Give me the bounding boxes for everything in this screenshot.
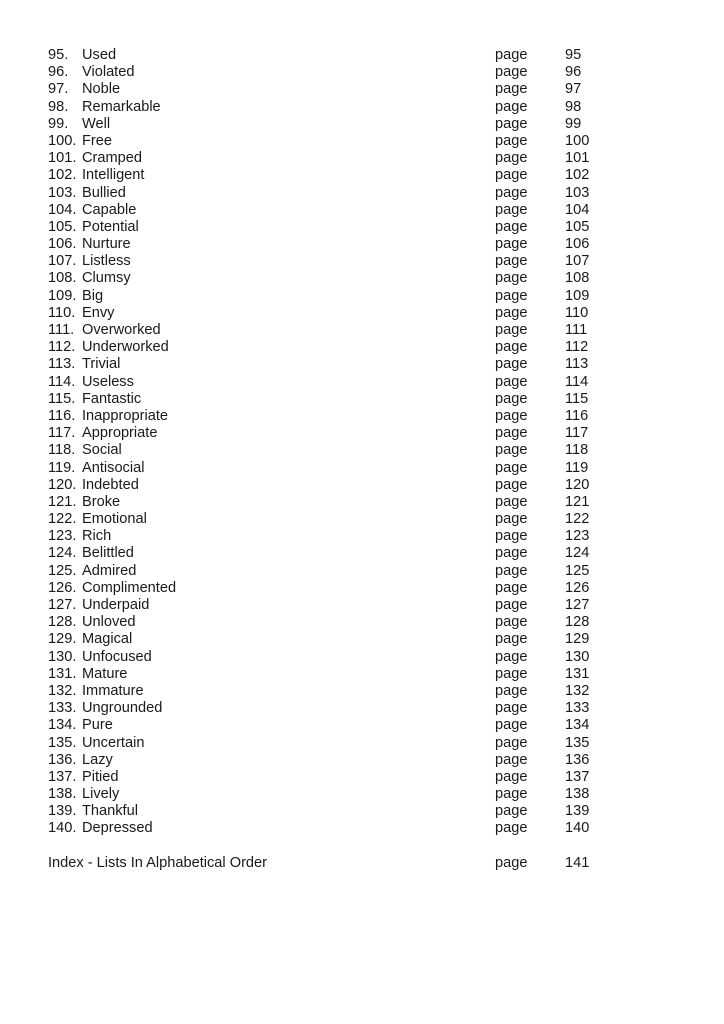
entry-title: Listless: [82, 253, 131, 270]
toc-entry[interactable]: [48, 425, 608, 442]
entry-page-number: 109: [565, 287, 590, 304]
toc-entry[interactable]: [48, 820, 608, 837]
entry-page-number: 106: [565, 236, 590, 253]
entry-page-label: page: [495, 236, 528, 253]
entry-page-number: 130: [565, 648, 590, 665]
toc-entry[interactable]: [48, 253, 608, 270]
toc-entry[interactable]: [48, 597, 608, 614]
toc-entry[interactable]: [48, 528, 608, 545]
entry-number: 102.: [48, 167, 77, 184]
toc-entry[interactable]: [48, 700, 608, 717]
entry-title: Well: [82, 115, 111, 132]
entry-page-number: 99: [565, 115, 582, 132]
entry-title: Complimented: [82, 579, 177, 596]
entry-page-label: page: [495, 132, 528, 149]
entry-title: Lively: [82, 786, 120, 803]
entry-page-number: 129: [565, 631, 590, 648]
entry-number: 111.: [48, 322, 75, 338]
entry-page-label: page: [495, 167, 528, 184]
toc-entry[interactable]: [48, 511, 608, 528]
index-page-number: 141: [565, 854, 590, 871]
toc-entry[interactable]: [48, 545, 608, 562]
entry-number: 109.: [48, 287, 77, 304]
entry-page-label: page: [495, 442, 528, 459]
entry-title: Remarkable: [82, 98, 161, 115]
toc-entry[interactable]: [48, 803, 608, 820]
entry-page-number: 137: [565, 768, 590, 785]
entry-page-label: page: [495, 322, 528, 338]
toc-entry[interactable]: [48, 185, 608, 202]
toc-entry[interactable]: [48, 614, 608, 631]
toc-entry[interactable]: [48, 563, 608, 580]
entry-title: Violated: [82, 64, 135, 81]
entry-page-label: page: [495, 682, 528, 699]
entry-title: Nurture: [82, 236, 131, 253]
entry-page-label: page: [495, 631, 528, 648]
entry-page-label: page: [495, 493, 528, 510]
entry-page-number: 108: [565, 270, 590, 287]
entry-page-label: page: [495, 81, 528, 98]
entry-number: 117.: [48, 425, 76, 442]
entry-number: 128.: [48, 614, 77, 631]
entry-page-label: page: [495, 511, 528, 528]
entry-number: 105.: [48, 218, 77, 235]
toc-entry[interactable]: [48, 752, 608, 769]
entry-title: Broke: [82, 493, 121, 510]
entry-page-label: page: [495, 700, 528, 717]
toc-entry[interactable]: [48, 717, 608, 734]
entry-page-label: page: [495, 803, 528, 820]
entry-page-number: 138: [565, 786, 590, 803]
entry-page-number: 98: [565, 98, 582, 115]
toc-entry[interactable]: [48, 305, 608, 322]
entry-page-label: page: [495, 47, 528, 63]
entry-page-label: page: [495, 734, 528, 751]
entry-page-label: page: [495, 253, 528, 270]
entry-number: 136.: [48, 751, 77, 768]
toc-entry[interactable]: [48, 408, 608, 425]
entry-page-number: 116: [565, 407, 589, 424]
entry-page-number: 133: [565, 700, 590, 717]
entry-number: 116.: [48, 407, 76, 424]
entry-page-label: page: [495, 768, 528, 785]
entry-page-number: 118: [565, 442, 589, 459]
toc-entry[interactable]: [48, 374, 608, 391]
entry-number: 100.: [48, 132, 77, 149]
entry-number: 103.: [48, 184, 77, 201]
entry-page-number: 114: [565, 373, 589, 390]
entry-page-number: 140: [565, 820, 590, 837]
entry-page-number: 128: [565, 614, 590, 631]
entry-page-number: 103: [565, 184, 590, 201]
entry-page-label: page: [495, 407, 528, 424]
entry-number: 137.: [48, 768, 77, 785]
entry-page-label: page: [495, 751, 528, 768]
entry-number: 134.: [48, 717, 77, 734]
entry-title: Uncertain: [82, 734, 145, 751]
entry-page-number: 112: [565, 339, 589, 356]
entry-page-number: 107: [565, 253, 590, 270]
entry-number: 124.: [48, 545, 77, 562]
entry-page-label: page: [495, 665, 528, 682]
entry-page-number: 127: [565, 597, 590, 613]
entry-number: 106.: [48, 236, 77, 253]
toc-entry[interactable]: [48, 786, 608, 803]
entry-title: Rich: [82, 528, 112, 545]
entry-page-number: 95: [565, 47, 582, 63]
toc-entry[interactable]: [48, 167, 608, 184]
entry-page-label: page: [495, 648, 528, 665]
entry-page-number: 104: [565, 201, 590, 218]
toc-entry[interactable]: [48, 735, 608, 752]
table-of-contents: [48, 47, 608, 872]
toc-entry[interactable]: [48, 81, 608, 98]
entry-page-label: page: [495, 64, 528, 81]
entry-page-number: 132: [565, 682, 590, 699]
entry-number: 140.: [48, 820, 77, 837]
entry-page-number: 139: [565, 803, 590, 820]
toc-entry[interactable]: [48, 288, 608, 305]
entry-title: Free: [82, 132, 113, 149]
entry-number: 118.: [48, 442, 76, 459]
toc-entry[interactable]: [48, 460, 608, 477]
entry-page-number: 113: [565, 356, 589, 373]
toc-entry[interactable]: [48, 47, 608, 64]
entry-title: Admired: [82, 562, 137, 579]
entry-number: 115.: [48, 390, 76, 407]
entry-title: Useless: [82, 373, 134, 390]
toc-entry[interactable]: [48, 219, 608, 236]
entry-number: 119.: [48, 459, 76, 476]
entry-title: Antisocial: [82, 459, 145, 476]
entry-number: 120.: [48, 476, 77, 493]
entry-page-label: page: [495, 184, 528, 201]
entry-title: Big: [82, 287, 104, 304]
entry-title: Unloved: [82, 614, 136, 631]
entry-number: 139.: [48, 803, 77, 820]
entry-page-number: 123: [565, 528, 590, 545]
entry-page-number: 105: [565, 218, 590, 235]
entry-title: Unfocused: [82, 648, 152, 665]
entry-page-number: 124: [565, 545, 590, 562]
entry-number: 101.: [48, 150, 77, 167]
entry-number: 121.: [48, 493, 77, 510]
entry-page-label: page: [495, 597, 528, 613]
toc-entry[interactable]: [48, 99, 608, 116]
entry-title: Pure: [82, 717, 113, 734]
entry-title: Underpaid: [82, 597, 150, 613]
entry-title: Depressed: [82, 820, 153, 837]
entry-page-number: 102: [565, 167, 590, 184]
entry-page-number: 96: [565, 64, 582, 81]
entry-number: 123.: [48, 528, 77, 545]
entry-number: 107.: [48, 253, 77, 270]
entry-page-number: 110: [565, 304, 589, 321]
entry-page-label: page: [495, 150, 528, 167]
entry-title: Trivial: [82, 356, 121, 373]
entry-title: Noble: [82, 81, 121, 98]
entry-number: 126.: [48, 579, 77, 596]
entry-number: 135.: [48, 734, 77, 751]
entry-page-number: 134: [565, 717, 590, 734]
entry-page-label: page: [495, 820, 528, 837]
entry-number: 112.: [48, 339, 76, 356]
toc-entry[interactable]: [48, 683, 608, 700]
toc-entry[interactable]: [48, 202, 608, 219]
entry-title: Mature: [82, 665, 128, 682]
entry-number: 133.: [48, 700, 77, 717]
entry-title: Fantastic: [82, 390, 142, 407]
entry-page-number: 121: [565, 493, 590, 510]
entry-number: 104.: [48, 201, 77, 218]
entry-page-label: page: [495, 373, 528, 390]
entry-page-label: page: [495, 339, 528, 356]
toc-entry[interactable]: [48, 64, 608, 81]
entry-title: Potential: [82, 218, 139, 235]
entry-title: Inappropriate: [82, 407, 169, 424]
entry-page-number: 122: [565, 511, 590, 528]
entry-page-number: 120: [565, 476, 590, 493]
entry-title: Belittled: [82, 545, 134, 562]
entry-page-label: page: [495, 476, 528, 493]
entry-title: Emotional: [82, 511, 147, 528]
entry-number: 127.: [48, 597, 77, 613]
entry-page-label: page: [495, 717, 528, 734]
entry-title: Capable: [82, 201, 137, 218]
entry-number: 125.: [48, 562, 77, 579]
toc-entry[interactable]: [48, 133, 608, 150]
toc-entry[interactable]: [48, 769, 608, 786]
entry-title: Pitied: [82, 768, 119, 785]
toc-entry[interactable]: [48, 116, 608, 133]
entry-title: Bullied: [82, 184, 126, 201]
entry-page-label: page: [495, 356, 528, 373]
entry-title: Underworked: [82, 339, 169, 356]
entry-page-number: 136: [565, 751, 590, 768]
toc-entry[interactable]: [48, 322, 608, 339]
index-page-label: page: [495, 854, 528, 871]
entry-page-label: page: [495, 545, 528, 562]
toc-entry[interactable]: [48, 494, 608, 511]
toc-entry[interactable]: [48, 649, 608, 666]
toc-entry[interactable]: [48, 150, 608, 167]
entry-number: 99.: [48, 115, 69, 132]
entry-page-label: page: [495, 614, 528, 631]
entry-page-label: page: [495, 287, 528, 304]
entry-title: Ungrounded: [82, 700, 163, 717]
entry-page-label: page: [495, 459, 528, 476]
entry-page-label: page: [495, 528, 528, 545]
entry-page-label: page: [495, 390, 528, 407]
entry-number: 110.: [48, 304, 76, 321]
entry-page-label: page: [495, 304, 528, 321]
entry-number: 95.: [48, 47, 69, 63]
toc-entry[interactable]: [48, 391, 608, 408]
entry-page-number: 125: [565, 562, 590, 579]
entry-number: 138.: [48, 786, 77, 803]
entry-title: Clumsy: [82, 270, 131, 287]
entry-number: 130.: [48, 648, 77, 665]
entry-page-label: page: [495, 425, 528, 442]
entry-page-number: 119: [565, 459, 589, 476]
entry-page-number: 135: [565, 734, 590, 751]
toc-entry[interactable]: [48, 236, 608, 253]
entry-page-number: 117: [565, 425, 589, 442]
toc-index-row[interactable]: [48, 855, 608, 872]
toc-entry[interactable]: [48, 666, 608, 683]
entry-number: 98.: [48, 98, 69, 115]
toc-entry[interactable]: [48, 477, 608, 494]
entry-number: 132.: [48, 682, 77, 699]
entry-page-number: 101: [565, 150, 590, 167]
entry-page-label: page: [495, 98, 528, 115]
entry-title: Cramped: [82, 150, 143, 167]
entry-title: Immature: [82, 682, 144, 699]
entry-number: 129.: [48, 631, 77, 648]
entry-number: 108.: [48, 270, 77, 287]
entry-page-number: 126: [565, 579, 590, 596]
entry-page-label: page: [495, 562, 528, 579]
entry-page-label: page: [495, 579, 528, 596]
entry-number: 131.: [48, 665, 77, 682]
entry-title: Intelligent: [82, 167, 145, 184]
entry-number: 122.: [48, 511, 77, 528]
entry-number: 114.: [48, 373, 76, 390]
entry-page-number: 97: [565, 81, 582, 98]
entry-title: Social: [82, 442, 122, 459]
toc-entries: [48, 47, 608, 838]
entry-title: Magical: [82, 631, 133, 648]
entry-page-label: page: [495, 786, 528, 803]
entry-number: 113.: [48, 356, 76, 373]
entry-page-label: page: [495, 270, 528, 287]
entry-title: Used: [82, 47, 117, 63]
entry-page-label: page: [495, 218, 528, 235]
entry-title: Appropriate: [82, 425, 158, 442]
toc-entry[interactable]: [48, 580, 608, 597]
toc-entry[interactable]: [48, 442, 608, 459]
toc-entry[interactable]: [48, 631, 608, 648]
entry-title: Indebted: [82, 476, 139, 493]
entry-title: Overworked: [82, 322, 161, 338]
entry-number: 97.: [48, 81, 69, 98]
toc-entry[interactable]: [48, 356, 608, 373]
entry-page-label: page: [495, 201, 528, 218]
entry-page-number: 100: [565, 132, 590, 149]
entry-page-number: 111: [565, 322, 588, 338]
entry-page-label: page: [495, 115, 528, 132]
entry-number: 96.: [48, 64, 69, 81]
toc-entry[interactable]: [48, 339, 608, 356]
entry-title: Lazy: [82, 751, 113, 768]
entry-page-number: 115: [565, 390, 589, 407]
entry-page-number: 131: [565, 665, 590, 682]
entry-title: Envy: [82, 304, 115, 321]
toc-entry[interactable]: [48, 270, 608, 287]
entry-title: Thankful: [82, 803, 138, 820]
index-title: Index - Lists In Alphabetical Order: [48, 854, 268, 871]
